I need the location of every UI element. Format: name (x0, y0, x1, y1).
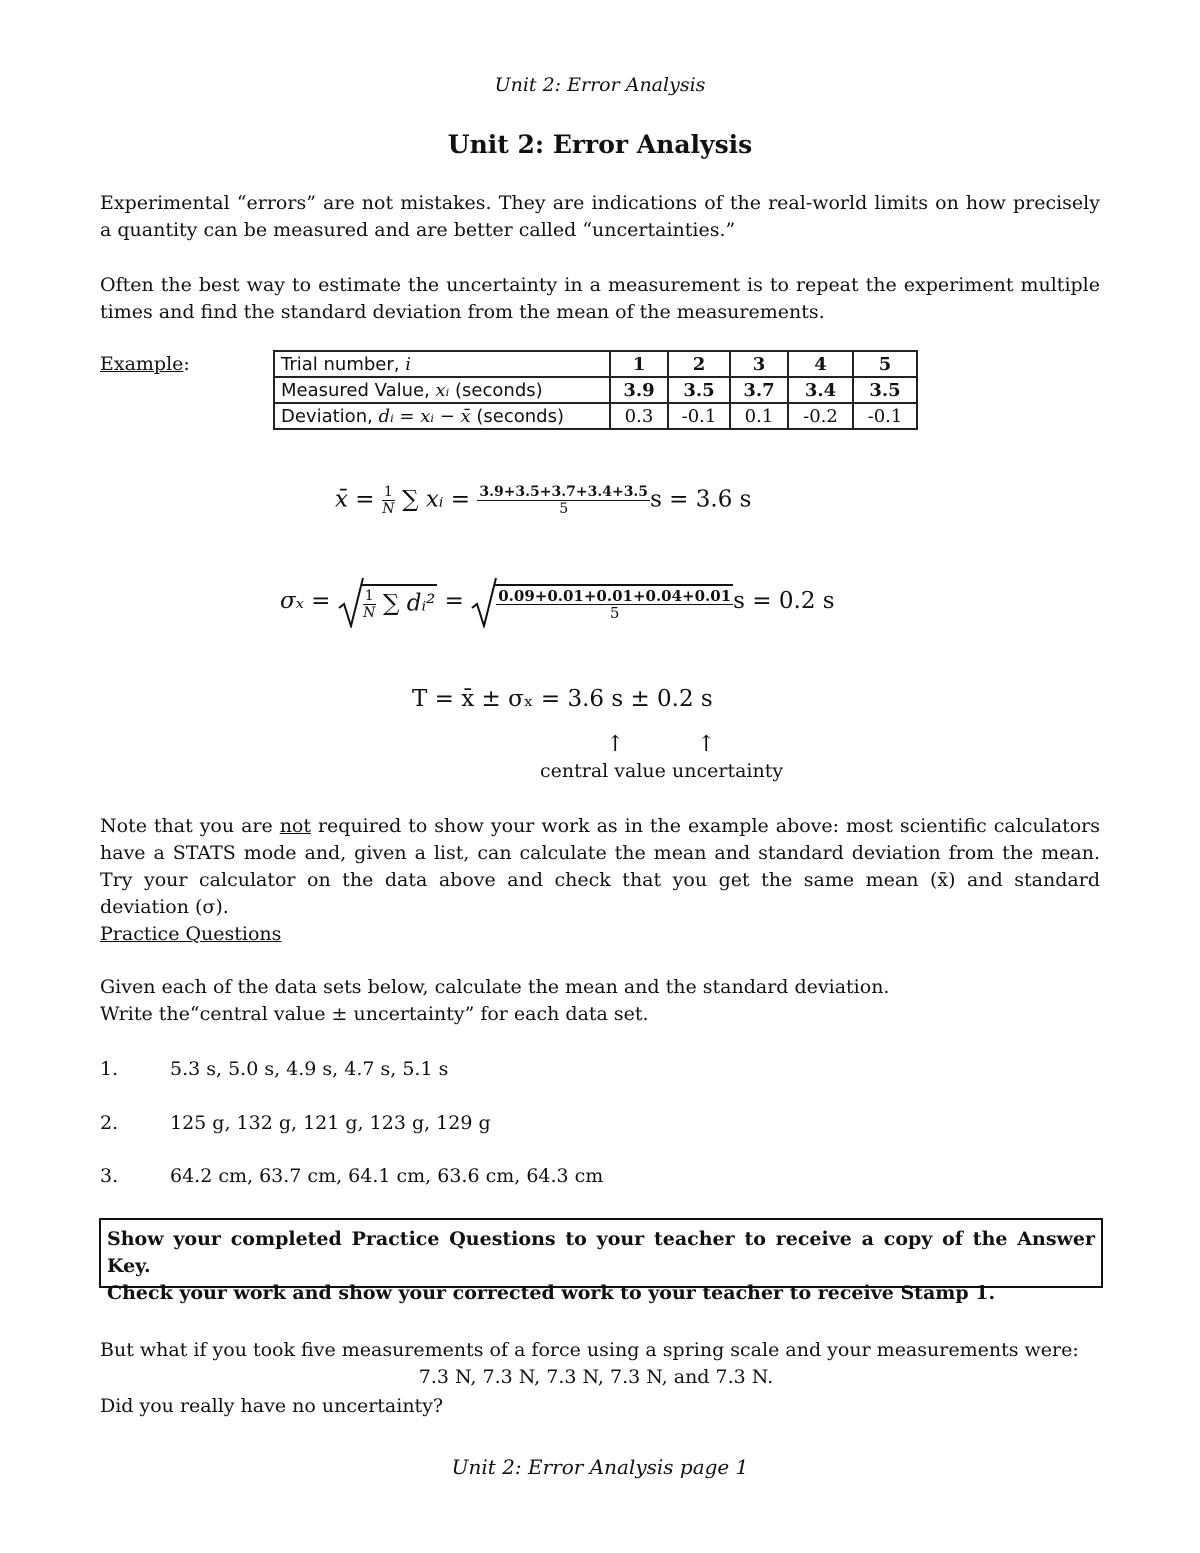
note-part-2: required to show your work as in the example above: most scientific calculators have a STATS mode and, given a list, can calculate the mean and standard deviation from the mean. Try your calculator on the data above and check that you get the same mean (x̄) and standard deviation (σ). (100, 815, 1100, 918)
deviation-cell: -0.2 (788, 403, 853, 429)
row-label-measured-unit: (seconds) (449, 379, 543, 401)
trial-cell: 3 (730, 351, 788, 377)
question-number: 3. (100, 1165, 119, 1187)
measured-cell: 3.5 (853, 377, 917, 403)
mean-one-over-n (382, 484, 395, 517)
question-data: 64.2 cm, 63.7 cm, 64.1 cm, 63.6 cm, 64.3 cm (170, 1165, 604, 1187)
closing-line-2: 7.3 N, 7.3 N, 7.3 N, 7.3 N, and 7.3 N. (418, 1366, 774, 1388)
table-row-trial (274, 351, 917, 377)
note-part-1: Note that you are (100, 815, 280, 837)
practice-heading: Practice Questions (100, 923, 282, 945)
row-label-deviation-unit: (seconds) (470, 405, 565, 427)
measured-cell: 3.7 (730, 377, 788, 403)
row-label-measured (274, 377, 610, 403)
row-label-deviation (274, 403, 610, 429)
sd-radicand-2 (494, 584, 733, 621)
page-footer: Unit 2: Error Analysis page 1 (451, 1455, 749, 1479)
running-header: Unit 2: Error Analysis (494, 74, 706, 96)
sd-radicand-1 (361, 584, 438, 621)
mean-fraction (477, 484, 650, 517)
sd-equals: = (444, 588, 464, 614)
deviation-cell: 0.1 (730, 403, 788, 429)
closing-line-1: But what if you took five measurements of a force using a spring scale and your measurements were: (100, 1339, 1079, 1361)
practice-instruction-1: Given each of the data sets below, calculate the mean and the standard deviation. (100, 976, 890, 998)
mean-numerator: 3.9+3.5+3.7+3.4+3.5 (479, 484, 649, 500)
intro-paragraph-2: Often the best way to estimate the uncertainty in a measurement is to repeat the experiment multiple times and find the standard deviation from the mean of the measurements. (100, 274, 1100, 323)
sd-fraction (496, 588, 733, 621)
deviation-cell: -0.1 (853, 403, 917, 429)
example-label-text: Example (100, 353, 184, 375)
note-paragraph (100, 813, 1100, 921)
instruction-box (99, 1218, 1103, 1304)
question-data: 5.3 s, 5.0 s, 4.9 s, 4.7 s, 5.1 s (170, 1058, 449, 1080)
note-emphasis-not: not (279, 815, 311, 837)
row-label-trial-var: i (405, 353, 411, 375)
question-data: 125 g, 132 g, 121 g, 123 g, 129 g (170, 1112, 491, 1134)
table-row-deviation (274, 403, 917, 429)
mean-sum: ∑ xᵢ = (402, 486, 471, 513)
sd-n: N (363, 604, 376, 621)
example-label (100, 353, 190, 375)
trial-cell: 5 (853, 351, 917, 377)
measured-cell: 3.5 (668, 377, 730, 403)
trial-cell: 4 (788, 351, 853, 377)
row-label-measured-text: Measured Value, (281, 379, 436, 401)
practice-instruction-2: Write the“central value ± uncertainty” for each data set. (100, 1003, 649, 1025)
example-label-colon: : (183, 353, 190, 375)
caption-uncertainty: uncertainty (672, 760, 784, 782)
row-label-deviation-formula: dᵢ = xᵢ − x̄ (378, 405, 471, 427)
mean-denominator: 5 (559, 501, 569, 517)
up-arrow-icon: ↑ (697, 732, 716, 757)
mean-n: N (382, 501, 395, 517)
table-row-measured (274, 377, 917, 403)
up-arrow-icon: ↑ (606, 732, 625, 757)
measured-cell: 3.4 (788, 377, 853, 403)
mean-one: 1 (383, 484, 393, 500)
trial-cell: 1 (610, 351, 668, 377)
row-label-measured-var: xᵢ (435, 379, 450, 401)
mean-result: s = 3.6 s (650, 486, 752, 513)
row-label-trial-text: Trial number, (281, 353, 406, 375)
intro-paragraph-1: Experimental “errors” are not mistakes. They are indications of the real-world limits on how precisely a quantity can be measured and are better called “uncertainties.” (100, 192, 1100, 241)
mean-formula (335, 484, 751, 517)
sd-result: s = 0.2 s (733, 588, 835, 614)
row-label-deviation-text: Deviation, (281, 405, 379, 427)
example-data-table (273, 350, 918, 430)
sd-one: 1 (364, 587, 374, 604)
deviation-cell: 0.3 (610, 403, 668, 429)
sd-numerator: 0.09+0.01+0.01+0.04+0.01 (498, 586, 732, 605)
sd-formula-lhs: σₓ = (280, 588, 331, 614)
sd-one-over-n (363, 588, 376, 621)
deviation-cell: -0.1 (668, 403, 730, 429)
caption-central-value: central value (540, 760, 666, 782)
result-formula: T = x̄ ± σₓ = 3.6 s ± 0.2 s (412, 686, 713, 712)
trial-cell: 2 (668, 351, 730, 377)
question-number: 1. (100, 1058, 119, 1080)
measured-cell: 3.9 (610, 377, 668, 403)
instruction-box-line-1: Show your completed Practice Questions to your teacher to receive a copy of the Answer Key. (107, 1228, 1095, 1277)
sd-sum: ∑ dᵢ² (383, 590, 436, 616)
sd-denominator: 5 (609, 603, 620, 622)
sd-formula (280, 576, 835, 628)
mean-formula-lhs: x̄ = (335, 486, 375, 513)
row-label-trial (274, 351, 610, 377)
instruction-box-line-2: Check your work and show your corrected work to your teacher to receive Stamp 1. (107, 1282, 996, 1304)
closing-line-3: Did you really have no uncertainty? (100, 1395, 444, 1417)
page-title: Unit 2: Error Analysis (447, 130, 753, 159)
question-number: 2. (100, 1112, 119, 1134)
